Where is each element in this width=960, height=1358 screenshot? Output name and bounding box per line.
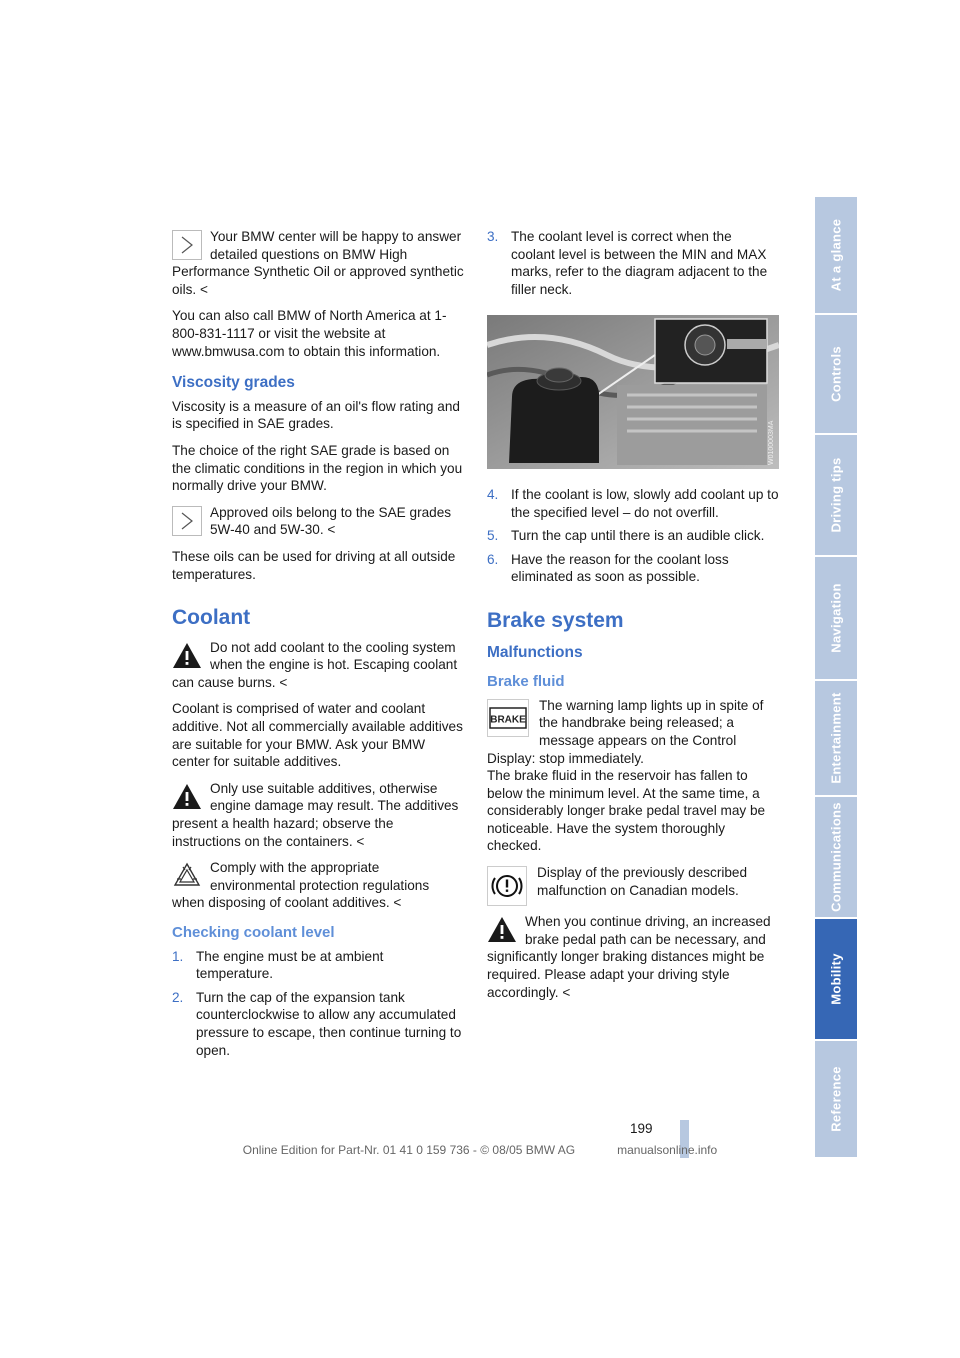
list-item: 2. Turn the cap of the expansion tank counterclockwise to allow any accumulated pressure to escape, then continue turning to open. [172, 989, 462, 1058]
coolant-heading: Coolant [172, 606, 251, 630]
list-item: 5. Turn the cap until there is an audible click. [487, 528, 765, 544]
checking-heading: Checking coolant level [172, 924, 335, 941]
canada-text: Display of the previously described malfunction on Canadian models. [537, 865, 748, 898]
footer-site: manualsonline.info [617, 1143, 718, 1157]
brake-circle-icon [487, 866, 527, 906]
warning-text: Only use suitable additives, otherwise engine damage may result. The additives present a health hazard; observe the instructions on the containers. [172, 780, 459, 849]
note-icon [172, 506, 202, 536]
left-column [172, 228, 464, 1068]
end-mark: < [562, 984, 571, 1000]
page-number: 199 [630, 1121, 653, 1136]
canada-note [487, 864, 779, 899]
viscosity-p1: Viscosity is a measure of an oil's flow rating and is specified in SAE grades. [172, 398, 460, 432]
note-text: Your BMW center will be happy to answer detailed questions on BMW High Performance Synthetic Oil or approved synthetic oils. [172, 229, 464, 297]
note-grades [172, 504, 464, 539]
call-text: You can also call BMW of North America at 1-800-831-1117 or visit the website at www.bmwusa.com to obtain this information. [172, 308, 447, 359]
coolant-steps [487, 486, 779, 586]
outside-temps: These oils can be used for driving at all outside temperatures. [172, 548, 456, 582]
coolant-tank-photo [487, 315, 779, 469]
end-mark: < [393, 895, 402, 911]
note-bmw-center [172, 228, 464, 298]
malfunctions-heading: Malfunctions [487, 643, 583, 661]
warning-driving [487, 913, 779, 1001]
viscosity-heading: Viscosity grades [172, 374, 295, 392]
brake-lamp-text: The warning lamp lights up in spite of the handbrake being released; a message appears on the Control Display: stop immediately. [487, 697, 764, 766]
brake-lamp-label: BRAKE [490, 714, 526, 726]
brake-fluid-heading: Brake fluid [487, 673, 565, 691]
viscosity-p2: The choice of the right SAE grade is based on the climatic conditions in the region in which you normally drive your BMW. [172, 442, 463, 494]
recycle-icon [172, 861, 202, 891]
tab-communications[interactable]: Communications [815, 797, 857, 919]
list-item: 3. The coolant level is correct when the coolant level is between the MIN and MAX marks, refer to the diagram adjacent to the filler neck. [487, 229, 768, 297]
tab-driving-tips[interactable]: Driving tips [815, 435, 857, 557]
chapter-tabs [815, 197, 857, 1159]
end-mark: < [199, 281, 208, 297]
list-item: 4. If the coolant is low, slowly add coolant up to the specified level – do not overfill. [487, 486, 779, 520]
warning-triangle-icon [487, 915, 517, 945]
brake-fluid-text: The brake fluid in the reservoir has fallen to below the minimum level. At the same time, a considerably longer brake pedal travel may be noticeable. Have the system thoroughly checked. [487, 768, 766, 854]
tab-navigation[interactable]: Navigation [815, 557, 857, 681]
right-column [487, 228, 779, 1010]
footer-edition: Online Edition for Part-Nr. 01 41 0 159 736 - © 08/05 BMW AG [242, 1143, 576, 1157]
brake-heading: Brake system [487, 608, 624, 632]
warning-triangle-icon [172, 641, 202, 671]
list-item: 6. Have the reason for the coolant loss eliminated as soon as possible. [487, 551, 729, 585]
coolant-p1: Coolant is comprised of water and coolant additive. Not all commercially available additives are suitable for your BMW. Ask your BMW center for suitable additives. [172, 701, 463, 770]
environment-note [172, 859, 464, 912]
coolant-step-3 [487, 228, 779, 298]
checking-steps [172, 948, 464, 1060]
note-text: Approved oils belong to the SAE grades 5W-40 and 5W-30. [210, 504, 452, 538]
warning-text: When you continue driving, an increased brake pedal path can be necessary, and significantly longer braking distances might be required. Please adapt your driving style accordingly. [487, 914, 771, 1000]
tab-reference[interactable]: Reference [815, 1041, 857, 1159]
end-mark: < [327, 522, 336, 538]
note-icon [172, 230, 202, 260]
tab-entertainment[interactable]: Entertainment [815, 681, 857, 797]
warning-triangle-icon [172, 782, 202, 812]
end-mark: < [279, 674, 288, 690]
tab-controls[interactable]: Controls [815, 315, 857, 435]
warning-hot [172, 639, 464, 692]
warning-text: Do not add coolant to the cooling system when the engine is hot. Escaping coolant can cause burns. [172, 639, 458, 690]
brake-lamp-note [487, 697, 779, 767]
photo-code: W0100003MA [768, 421, 775, 466]
warning-additives [172, 780, 464, 850]
brake-warning-lamp-icon [487, 699, 529, 737]
end-mark: < [356, 833, 365, 849]
environment-text: Comply with the appropriate environmental protection regulations when disposing of coolant additives. [172, 860, 430, 911]
footer [0, 1143, 960, 1157]
tab-at-a-glance[interactable]: At a glance [815, 197, 857, 315]
tab-mobility[interactable]: Mobility [815, 919, 857, 1041]
list-item: 1. The engine must be at ambient temperature. [172, 948, 384, 982]
